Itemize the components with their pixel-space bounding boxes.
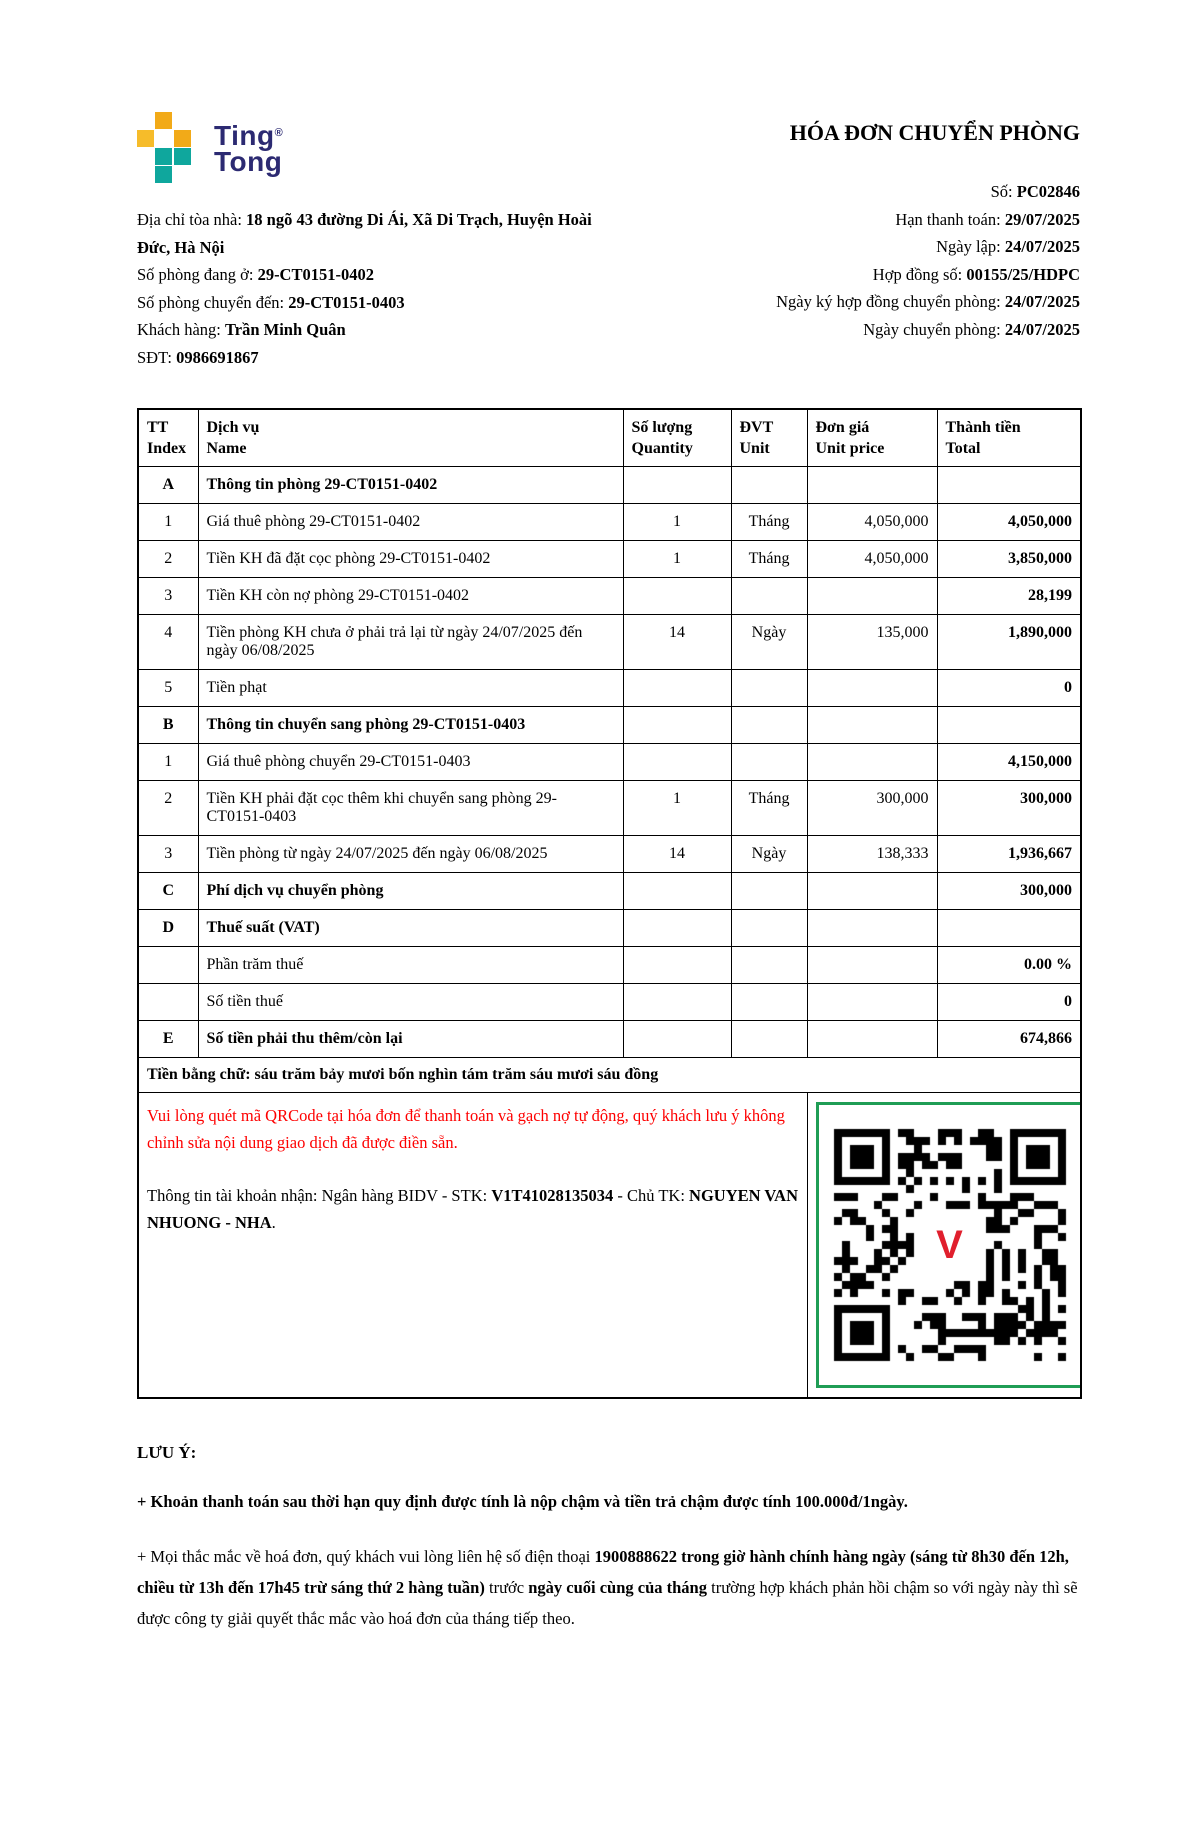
cell-name: Tiền phòng từ ngày 24/07/2025 đến ngày 06/08/2025: [198, 835, 623, 872]
cell-quantity: [623, 909, 731, 946]
cell-total: 28,199: [937, 577, 1081, 614]
cell-index: 5: [138, 669, 198, 706]
hotline-note: + Mọi thắc mắc về hoá đơn, quý khách vui lòng liên hệ số điện thoại 1900888622 trong giờ hành chính hàng ngày (sáng từ 8h30 đến 12h, chiều từ 13h đến 17h45 trừ sáng thứ 2 hàng tuần) trước ngày cuối cùng của tháng trường hợp khách phản hồi chậm so với ngày này thì sẽ được công ty giải quyết thắc mắc vào hoá đơn của tháng tiếp theo.: [137, 1546, 1078, 1628]
building-customer-info: [137, 206, 607, 372]
cell-unit: [731, 909, 807, 946]
info-line: SĐT: 0986691867: [137, 347, 259, 367]
info-line: Hạn thanh toán: 29/07/2025: [895, 209, 1080, 229]
cell-total: 1,936,667: [937, 835, 1081, 872]
cell-quantity: 1: [623, 780, 731, 835]
cell-unit-price: [807, 1020, 937, 1057]
amount-in-words-row: [138, 1057, 1081, 1092]
brand-wordmark: Ting® Tong: [214, 119, 284, 177]
cell-unit-price: [807, 946, 937, 983]
service-row: [138, 669, 1081, 706]
cell-quantity: 14: [623, 614, 731, 669]
invoice-table-body: [138, 466, 1081, 1057]
cell-quantity: [623, 946, 731, 983]
cell-unit: Ngày: [731, 835, 807, 872]
cell-quantity: [623, 872, 731, 909]
cell-unit-price: 4,050,000: [807, 503, 937, 540]
column-header: TT Index: [138, 409, 198, 467]
bank-account-info: Thông tin tài khoản nhận: Ngân hàng BIDV - STK: V1T41028135034 - Chủ TK: NGUYEN VAN NHUONG - NHA.: [147, 1185, 798, 1232]
payment-instructions-cell: [138, 1092, 807, 1398]
cell-unit: [731, 872, 807, 909]
cell-quantity: 1: [623, 540, 731, 577]
service-row: [138, 1020, 1081, 1057]
info-line: Ngày ký hợp đồng chuyển phòng: 24/07/2025: [776, 292, 1080, 312]
cell-name: Thông tin phòng 29-CT0151-0402: [198, 466, 623, 503]
service-row: [138, 577, 1081, 614]
cell-unit: Tháng: [731, 780, 807, 835]
cell-total: [937, 909, 1081, 946]
service-row: [138, 614, 1081, 669]
cell-total: 300,000: [937, 780, 1081, 835]
account-holder: NGUYEN VAN NHUONG - NHA: [147, 1185, 798, 1232]
info-line: Số phòng chuyển đến: 29-CT0151-0403: [137, 292, 405, 312]
cell-quantity: [623, 669, 731, 706]
invoice-meta-info: [625, 178, 1080, 344]
cell-unit-price: [807, 466, 937, 503]
cell-unit-price: 300,000: [807, 780, 937, 835]
cell-index: 1: [138, 743, 198, 780]
cell-name: Tiền KH còn nợ phòng 29-CT0151-0402: [198, 577, 623, 614]
cell-total: [937, 466, 1081, 503]
cell-name: Thông tin chuyển sang phòng 29-CT0151-0403: [198, 706, 623, 743]
cell-index: B: [138, 706, 198, 743]
service-row: [138, 743, 1081, 780]
service-row: [138, 946, 1081, 983]
cell-unit-price: 138,333: [807, 835, 937, 872]
vietqr-v-icon: V: [928, 1225, 972, 1265]
cell-name: Thuế suất (VAT): [198, 909, 623, 946]
cell-name: Tiền KH đã đặt cọc phòng 29-CT0151-0402: [198, 540, 623, 577]
service-row: [138, 540, 1081, 577]
info-line: Địa chỉ tòa nhà: 18 ngõ 43 đường Di Ái, Xã Di Trạch, Huyện Hoài Đức, Hà Nội: [137, 210, 592, 257]
cell-total: 0.00 %: [937, 946, 1081, 983]
cell-unit: [731, 706, 807, 743]
cell-total: 674,866: [937, 1020, 1081, 1057]
cell-unit-price: 4,050,000: [807, 540, 937, 577]
cell-quantity: 14: [623, 835, 731, 872]
cell-quantity: [623, 706, 731, 743]
cell-unit-price: [807, 669, 937, 706]
cell-index: 2: [138, 540, 198, 577]
cell-total: 0: [937, 669, 1081, 706]
column-header: Đơn giá Unit price: [807, 409, 937, 467]
invoice-header: [137, 108, 1080, 372]
column-header: ĐVT Unit: [731, 409, 807, 467]
cell-total: 0: [937, 983, 1081, 1020]
cell-quantity: [623, 743, 731, 780]
cell-unit: Tháng: [731, 540, 807, 577]
cell-index: 3: [138, 835, 198, 872]
cell-total: 4,150,000: [937, 743, 1081, 780]
cell-name: Giá thuê phòng 29-CT0151-0402: [198, 503, 623, 540]
service-row: [138, 983, 1081, 1020]
info-line: Số phòng đang ở: 29-CT0151-0402: [137, 265, 374, 285]
invoice-table-head: [138, 409, 1081, 467]
cell-total: 1,890,000: [937, 614, 1081, 669]
service-row: [138, 466, 1081, 503]
cell-quantity: [623, 1020, 731, 1057]
cell-unit-price: [807, 909, 937, 946]
cell-unit: [731, 743, 807, 780]
cell-index: 2: [138, 780, 198, 835]
notes-heading: LƯU Ý:: [137, 1442, 197, 1462]
service-row: [138, 835, 1081, 872]
footer-notes: [137, 1443, 1080, 1634]
cell-unit-price: [807, 872, 937, 909]
cell-unit-price: [807, 983, 937, 1020]
info-line: Khách hàng: Trần Minh Quân: [137, 320, 346, 340]
cell-name: Tiền phạt: [198, 669, 623, 706]
cell-name: Tiền KH phải đặt cọc thêm khi chuyển sang phòng 29-CT0151-0403: [198, 780, 623, 835]
cell-index: 4: [138, 614, 198, 669]
cell-unit-price: [807, 706, 937, 743]
page-title: HÓA ĐƠN CHUYỂN PHÒNG: [789, 120, 1080, 145]
column-header: Số lượng Quantity: [623, 409, 731, 467]
tingtong-logo: [137, 112, 607, 182]
cell-name: Phí dịch vụ chuyển phòng: [198, 872, 623, 909]
cell-name: Phần trăm thuế: [198, 946, 623, 983]
cell-quantity: [623, 983, 731, 1020]
info-line: Ngày lập: 24/07/2025: [936, 237, 1080, 257]
cell-unit: [731, 1020, 807, 1057]
cell-index: 1: [138, 503, 198, 540]
cell-quantity: [623, 466, 731, 503]
header-right: [625, 108, 1080, 344]
cell-name: Số tiền thuế: [198, 983, 623, 1020]
registered-mark: ®: [274, 126, 284, 139]
header-left: [137, 108, 607, 372]
cell-unit: [731, 466, 807, 503]
cell-total: 4,050,000: [937, 503, 1081, 540]
cell-unit-price: [807, 743, 937, 780]
cell-index: D: [138, 909, 198, 946]
cell-unit-price: 135,000: [807, 614, 937, 669]
qr-cell: [807, 1092, 1081, 1398]
cell-unit: [731, 946, 807, 983]
info-line: Ngày chuyển phòng: 24/07/2025: [863, 319, 1080, 339]
cell-unit: [731, 577, 807, 614]
info-line: Số: PC02846: [990, 182, 1080, 201]
cell-total: 300,000: [937, 872, 1081, 909]
column-header: Dịch vụ Name: [198, 409, 623, 467]
cell-unit: [731, 669, 807, 706]
cell-index: E: [138, 1020, 198, 1057]
cell-index: [138, 983, 198, 1020]
cell-name: Tiền phòng KH chưa ở phải trả lại từ ngày 24/07/2025 đến ngày 06/08/2025: [198, 614, 623, 669]
service-row: [138, 780, 1081, 835]
account-number: V1T41028135034: [491, 1185, 614, 1205]
cell-total: 3,850,000: [937, 540, 1081, 577]
service-row: [138, 706, 1081, 743]
cell-quantity: [623, 577, 731, 614]
payment-row: [138, 1092, 1081, 1398]
late-payment-note: + Khoản thanh toán sau thời hạn quy định được tính là nộp chậm và tiền trả chậm được tính 100.000đ/1ngày.: [137, 1491, 908, 1511]
cell-index: [138, 946, 198, 983]
qr-payment-warning: Vui lòng quét mã QRCode tại hóa đơn để thanh toán và gạch nợ tự động, quý khách lưu ý không chỉnh sửa nội dung giao dịch đã được điền sẵn.: [147, 1105, 785, 1152]
tingtong-pixel-arrow-icon: [137, 112, 203, 182]
cell-name: Giá thuê phòng chuyển 29-CT0151-0403: [198, 743, 623, 780]
service-row: [138, 872, 1081, 909]
cell-total: [937, 706, 1081, 743]
qr-frame: [816, 1102, 1082, 1388]
invoice-table-footer: [138, 1057, 1081, 1398]
amount-in-words: Tiền bằng chữ: sáu trăm bảy mươi bốn nghìn tám trăm sáu mươi sáu đồng: [138, 1057, 1081, 1092]
column-header: Thành tiền Total: [937, 409, 1081, 467]
cell-unit: Tháng: [731, 503, 807, 540]
cell-index: A: [138, 466, 198, 503]
cell-name: Số tiền phải thu thêm/còn lại: [198, 1020, 623, 1057]
service-row: [138, 909, 1081, 946]
cell-unit-price: [807, 577, 937, 614]
cell-unit: [731, 983, 807, 1020]
invoice-table: [137, 408, 1082, 1399]
info-line: Hợp đồng số: 00155/25/HDPC: [872, 264, 1080, 284]
cell-unit: Ngày: [731, 614, 807, 669]
cell-quantity: 1: [623, 503, 731, 540]
cell-index: 3: [138, 577, 198, 614]
cell-index: C: [138, 872, 198, 909]
service-row: [138, 503, 1081, 540]
